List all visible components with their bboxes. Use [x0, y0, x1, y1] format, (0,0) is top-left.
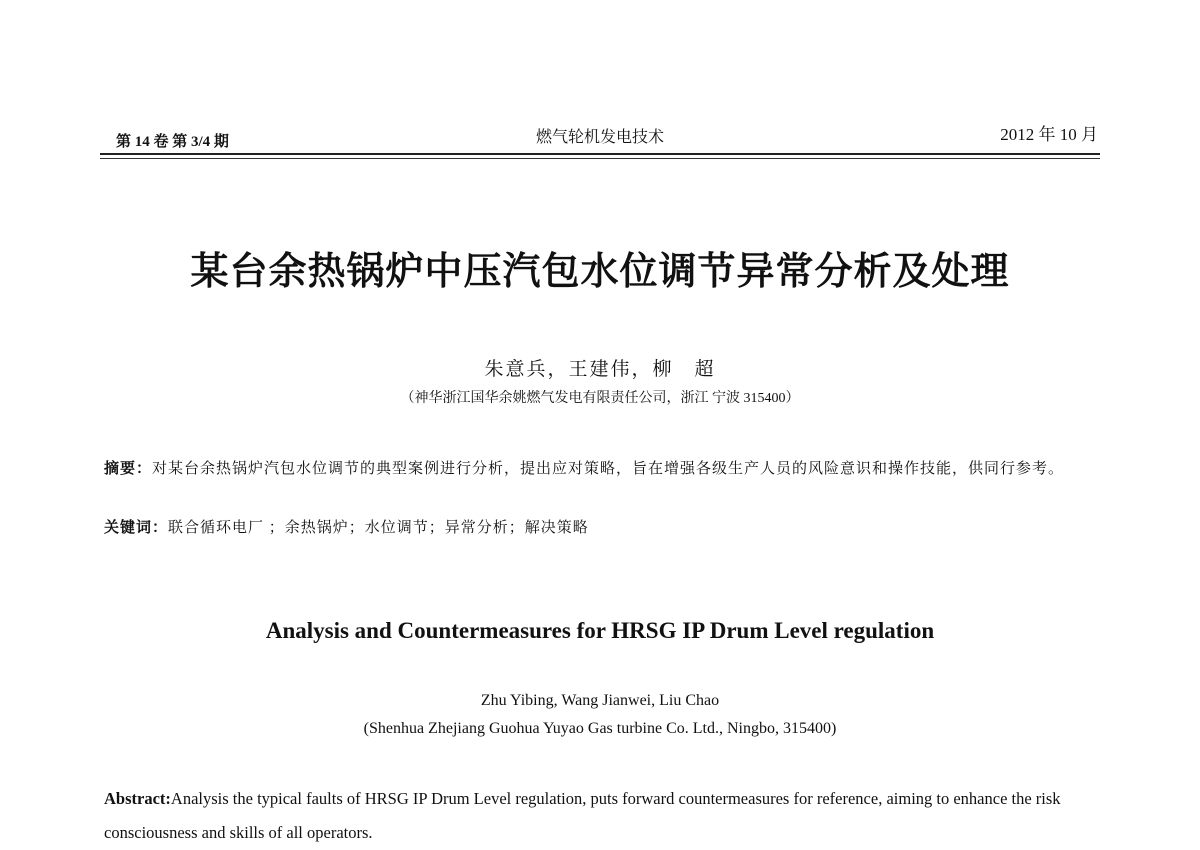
- abstract-text-en: Analysis the typical faults of HRSG IP Drum Level regulation, puts forward countermeasures for reference, aiming to enhance the risk consciousness and skills of all operators.: [104, 789, 1061, 842]
- keywords-label-cn: 关键词：: [104, 518, 169, 536]
- affiliation-cn: （神华浙江国华余姚燃气发电有限责任公司，浙江 宁波 315400）: [400, 391, 800, 406]
- abstract-text-cn: 对某台余热锅炉汽包水位调节的典型案例进行分析，提出应对策略，旨在增强各级生产人员的风险意识和操作技能，供同行参考。: [152, 461, 1065, 477]
- abstract-en: [104, 782, 1114, 850]
- authors-cn: 朱意兵，王建伟，柳 超: [484, 359, 716, 380]
- running-header: [100, 118, 1100, 148]
- journal-name: 燃气轮机发电技术: [535, 129, 664, 146]
- header-rule-thick: [100, 153, 1100, 155]
- header-rule-thin: [100, 158, 1100, 159]
- paper-title-cn: 某台余热锅炉中压汽包水位调节异常分析及处理: [190, 249, 1010, 293]
- keywords-cn: [104, 516, 589, 537]
- abstract-cn: [104, 452, 1114, 486]
- keywords-text-cn: 联合循环电厂 ；余热锅炉；水位调节；异常分析；解决策略: [168, 520, 589, 536]
- volume-issue: 第 14 卷 第 3/4 期: [116, 134, 229, 150]
- affiliation-en: (Shenhua Zhejiang Guohua Yuyao Gas turbine Co. Ltd., Ningbo, 315400): [363, 720, 837, 737]
- authors-en: Zhu Yibing, Wang Jianwei, Liu Chao: [480, 692, 720, 709]
- issue-date: 2012 年 10 月: [1000, 125, 1098, 144]
- paper-title-en: Analysis and Countermeasures for HRSG IP Drum Level regulation: [265, 618, 935, 643]
- abstract-label-en: Abstract:: [104, 789, 171, 808]
- abstract-label-cn: 摘要：: [104, 459, 153, 477]
